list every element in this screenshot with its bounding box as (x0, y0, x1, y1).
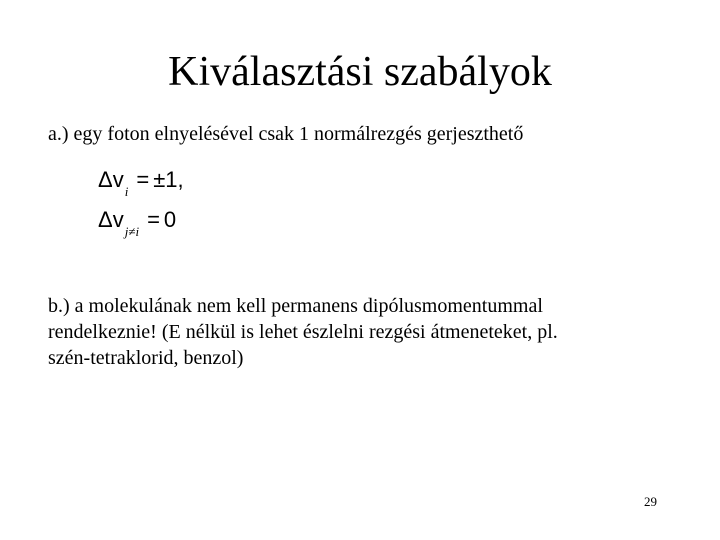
equation-delta-v-j (98, 206, 176, 237)
slide-title: Kiválasztási szabályok (168, 49, 552, 95)
rule-b-line: b.) a molekulának nem kell permanens dipólusmomentummal (48, 295, 543, 317)
page-number: 29 (644, 494, 657, 509)
rule-a-text: a.) egy foton elnyelésével csak 1 normálrezgés gerjeszthető (48, 123, 524, 145)
rule-b-line: szén-tetraklorid, benzol) (48, 347, 244, 369)
equation-rhs: ±1, (153, 167, 184, 192)
rule-b-text (48, 293, 688, 371)
equation-delta-v-i (98, 166, 184, 197)
equation-relation: = (136, 167, 150, 192)
rule-b-line: rendelkeznie! (E nélkül is lehet észlelni rezgési átmeneteket, pl. (48, 321, 558, 343)
equation-relation: = (147, 207, 160, 232)
equation-lhs: Δv (98, 167, 124, 192)
equation-lhs: Δv (98, 207, 124, 232)
equation-subscript: i (124, 184, 129, 199)
equation-rhs: 0 (163, 207, 177, 232)
equation-subscript: j≠i (124, 224, 140, 239)
